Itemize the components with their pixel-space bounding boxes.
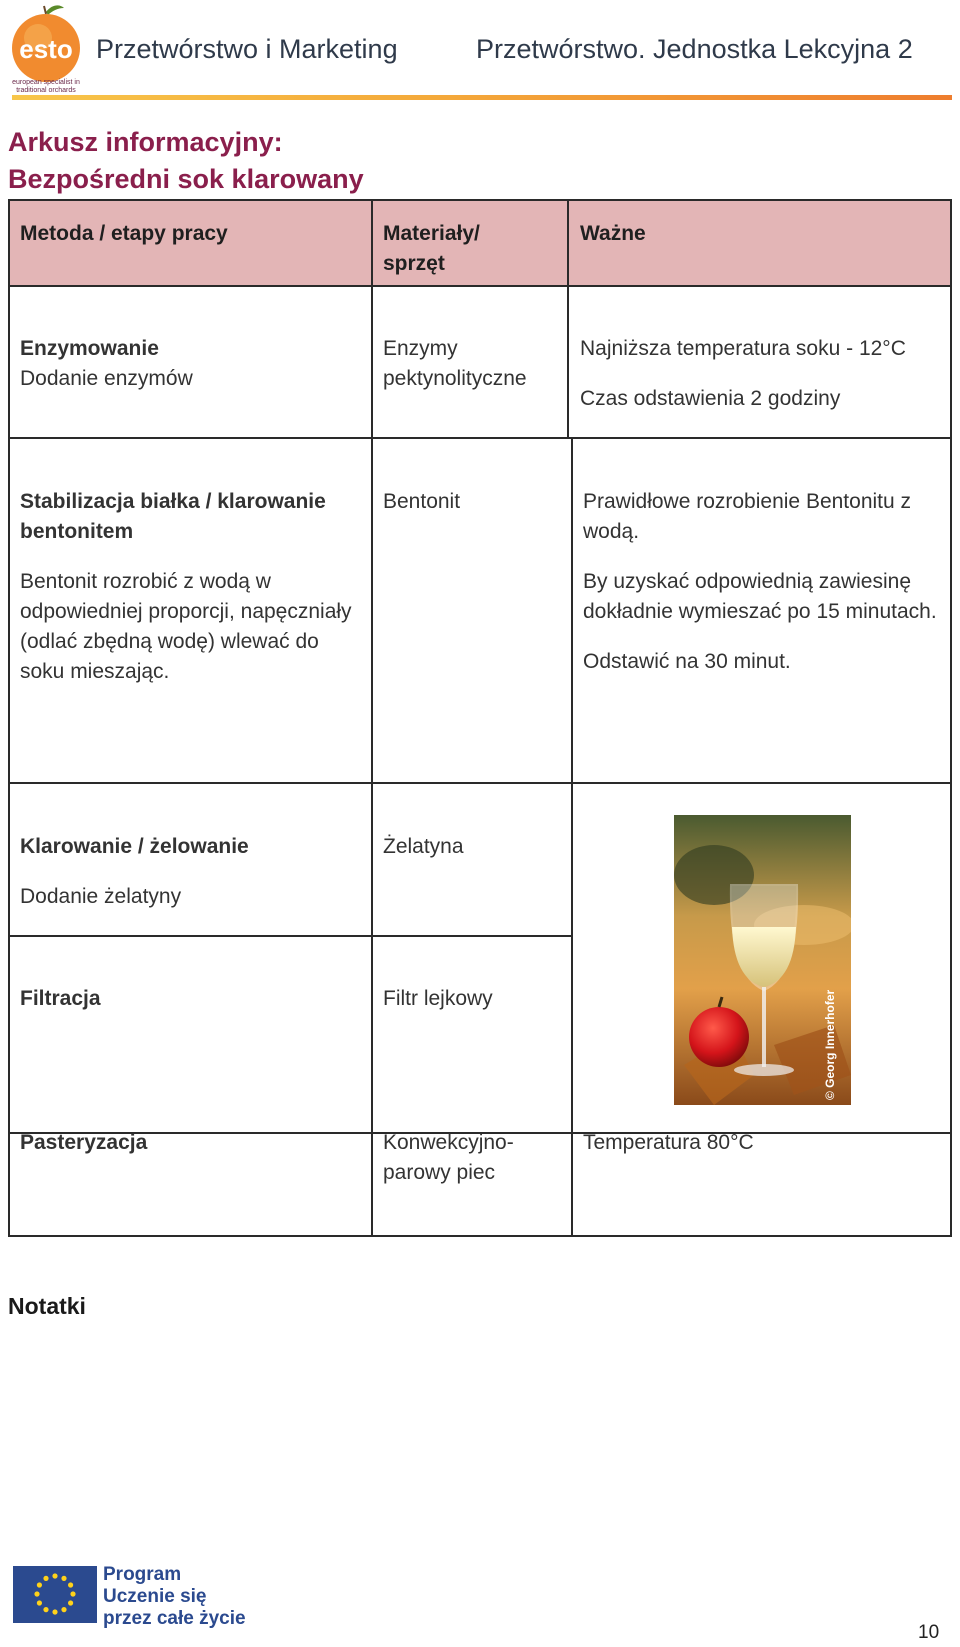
column-header-materials: Materiały/ sprzęt: [383, 222, 480, 275]
program-label: Program Uczenie się przez całe życie: [103, 1564, 246, 1629]
course-title: Przetwórstwo i Marketing: [96, 34, 398, 64]
svg-text:esto: esto: [19, 34, 73, 64]
column-header-method: Metoda / etapy pracy: [20, 222, 228, 245]
svg-text:© Georg Innerhofer: © Georg Innerhofer: [823, 989, 837, 1100]
wine-glass-apple-photo: [674, 815, 851, 1105]
row-enzymowanie-materials: Enzymy pektynolityczne: [383, 337, 527, 390]
row-zelowanie-materials: Żelatyna: [383, 835, 464, 858]
notes-heading: Notatki: [8, 1293, 86, 1319]
table-border: [371, 199, 373, 1237]
row-pasteryzacja-materials: Konwekcyjno-parowy piec: [383, 1131, 514, 1184]
table-border: [8, 285, 952, 287]
row-enzymowanie-important: Najniższa temperatura soku - 12°C Czas odstawienia 2 godziny: [580, 337, 906, 410]
table-border: [950, 199, 952, 1237]
row-bentonit-method: Stabilizacja białka / klarowanie bentonitem Bentonit rozrobić z wodą w odpowiedniej proporcji, napęczniały (odlać zbędną wodę) wlewać do soku mieszając.: [20, 490, 352, 683]
row-pasteryzacja-important: Temperatura 80°C: [583, 1131, 754, 1154]
row-zelowanie-method: Klarowanie / żelowanie Dodanie żelatyny: [20, 835, 249, 908]
lesson-title: Przetwórstwo. Jednostka Lekcyjna 2: [476, 34, 913, 64]
row-filtracja-materials: Filtr lejkowy: [383, 987, 493, 1010]
row-bentonit-important: Prawidłowe rozrobienie Bentonitu z wodą. By uzyskać odpowiednią zawiesinę dokładnie wymieszać po 15 minutach. Odstawić na 30 minut.: [583, 490, 937, 673]
page-title: Arkusz informacyjny: Bezpośredni sok klarowany: [8, 127, 364, 194]
table-border: [8, 935, 572, 937]
row-filtracja-method: Filtracja: [20, 987, 101, 1010]
page-header: [0, 0, 960, 105]
table-border: [8, 199, 10, 1237]
table-border: [8, 437, 952, 439]
table-border: [567, 199, 569, 437]
row-pasteryzacja-method: Pasteryzacja: [20, 1131, 148, 1154]
table-border: [8, 782, 952, 784]
column-header-important: Ważne: [580, 222, 646, 245]
row-enzymowanie-method: Enzymowanie Dodanie enzymów: [20, 337, 193, 390]
eu-flag-icon: [13, 1566, 97, 1623]
row-bentonit-materials: Bentonit: [383, 490, 461, 513]
header-divider: [12, 95, 952, 100]
table-border: [8, 199, 952, 201]
esto-logo: [8, 2, 84, 94]
page-number: 10: [918, 1622, 940, 1643]
svg-text:traditional orchards: traditional orchards: [16, 87, 76, 94]
svg-text:european specialist in: european specialist in: [12, 79, 80, 86]
table-border: [571, 437, 573, 1237]
table-border: [8, 1235, 952, 1237]
